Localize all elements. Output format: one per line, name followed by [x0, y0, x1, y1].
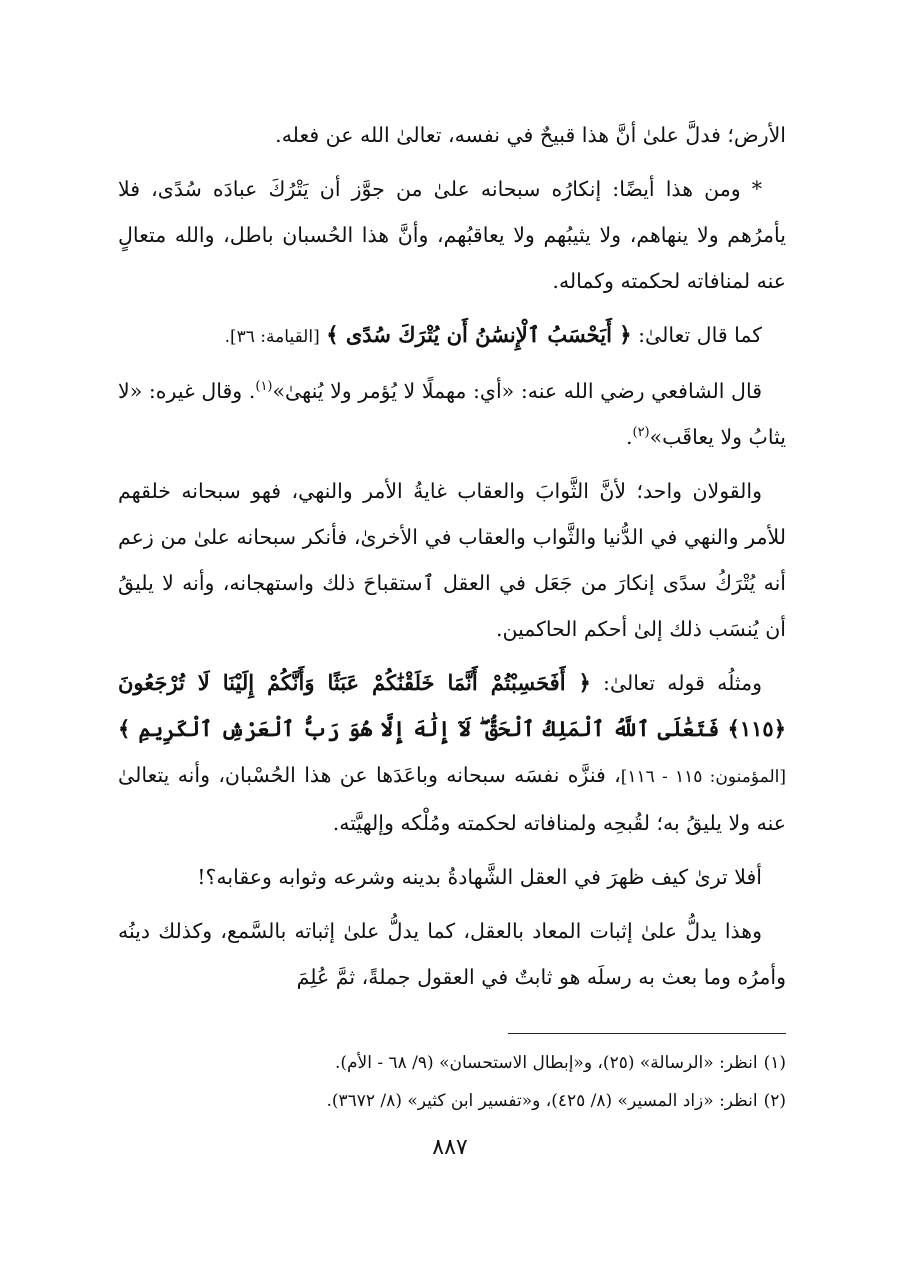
paragraph-1: الأرض؛ فدلَّ علىٰ أنَّ هذا قبيحٌ في نفسه، تعالىٰ الله عن فعله. [275, 123, 786, 147]
page-number: ٨٨٧ [432, 1135, 468, 1160]
footnote-text: انظر: «زاد المسير» (٨/ ٤٢٥)، و«تفسير ابن كثير» (٨/ ٣٦٧٢). [326, 1091, 758, 1111]
verse-muminun-paragraph [118, 660, 786, 846]
main-text [118, 112, 786, 1008]
shafii-paragraph [118, 368, 786, 460]
other-quote: . وقال غيره: «لا يثابُ ولا يعاقَب» [118, 379, 786, 449]
footnote-marker-1[interactable]: (١) [255, 379, 273, 395]
verse-reference-muminun: [المؤمنون: ١١٥ - ١١٦] [620, 767, 787, 787]
footnote-number: (١) [763, 1053, 786, 1073]
shafii-quote: قال الشافعي رضي الله عنه: «أي: مهملًا لا يُؤمر ولا يُنهىٰ» [272, 379, 762, 403]
footnote-divider [508, 1033, 786, 1034]
footnotes [118, 1044, 786, 1120]
footnote-text: انظر: «الرسالة» (٢٥)، و«إبطال الاستحسان» (٩/ ٦٨ - الأم). [334, 1053, 758, 1073]
shafii-end: . [625, 425, 633, 449]
paragraph-2: * ومن هذا أيضًا: إنكارُه سبحانه علىٰ من جوَّز أن يَتْرُكَ عبادَه سُدًى، فلا يأمرُهم ولا ينهاهم، ولا يثيبُهم ولا يعاقبُهم، وأنَّ هذا الحُسبان باطل، والله متعالٍ عنه لمنافاته لحكمته وكماله. [118, 177, 786, 293]
verse-commentary: ، فنزَّه نفسَه سبحانه وباعَدَها عن هذا الحُسْبان، وأنه يتعالىٰ عنه ولا يليقُ به؛ لقُبحِه ولمنافاته لحكمته ومُلْكه وإلهيَّته. [118, 763, 786, 835]
quran-verse-qiyamah: ﴿ أَيَحْسَبُ ٱلْإِنسَٰنُ أَن يُتْرَكَ سُدًى ﴾ [326, 322, 632, 347]
verse-intro: كما قال تعالىٰ: [638, 323, 762, 347]
verse-intro-2: ومثلُه قوله تعالىٰ: [603, 671, 762, 695]
paragraph-5: أفلا ترىٰ كيف ظهرَ في العقل الشَّهادةُ بدينه وشرعه وثوابه وعقابه؟! [197, 865, 762, 889]
footnote-2 [118, 1082, 786, 1120]
footnote-number: (٢) [763, 1091, 786, 1111]
footnote-1 [118, 1044, 786, 1082]
quran-verse-muminun: ﴿ أَفَحَسِبْتُمْ أَنَّمَا خَلَقْنَٰكُمْ عَبَثًا وَأَنَّكُمْ إِلَيْنَا لَا تُرْجَعُونَ ﴿١١٥﴾ فَتَعَٰلَى ٱللَّهُ ٱلْمَلِكُ ٱلْحَقُّ ۖ لَآ إِلَٰهَ إِلَّا هُوَ رَبُّ ٱلْعَرْشِ ٱلْكَرِيمِ ﴾ [118, 670, 786, 741]
verse-qiyamah-paragraph [118, 312, 786, 360]
footnote-marker-2[interactable]: (٢) [632, 425, 650, 441]
paragraph-3: والقولان واحد؛ لأنَّ الثَّوابَ والعقاب غايةُ الأمر والنهي، فهو سبحانه خلقهم للأمر والنهي في الدُّنيا والثَّواب والعقاب في الأخرىٰ، فأنكر سبحانه علىٰ من زعم أنه يُتْرَكُ سدًى إنكارَ من جَعَل في العقل ٱستقباحَ ذلك واستهجانه، وأنه لا يليقُ أن يُنسَب ذلك إلىٰ أحكم الحاكمين. [118, 479, 786, 641]
verse-reference-qiyamah: [القيامة: ٣٦]. [224, 327, 320, 347]
paragraph-6: وهذا يدلُّ علىٰ إثبات المعاد بالعقل، كما يدلُّ علىٰ إثباته بالسَّمع، وكذلك دينُه وأمرُه وما بعث به رسلَه هو ثابتٌ في العقول جملةً، ثمَّ عُلِمَ [118, 919, 786, 989]
